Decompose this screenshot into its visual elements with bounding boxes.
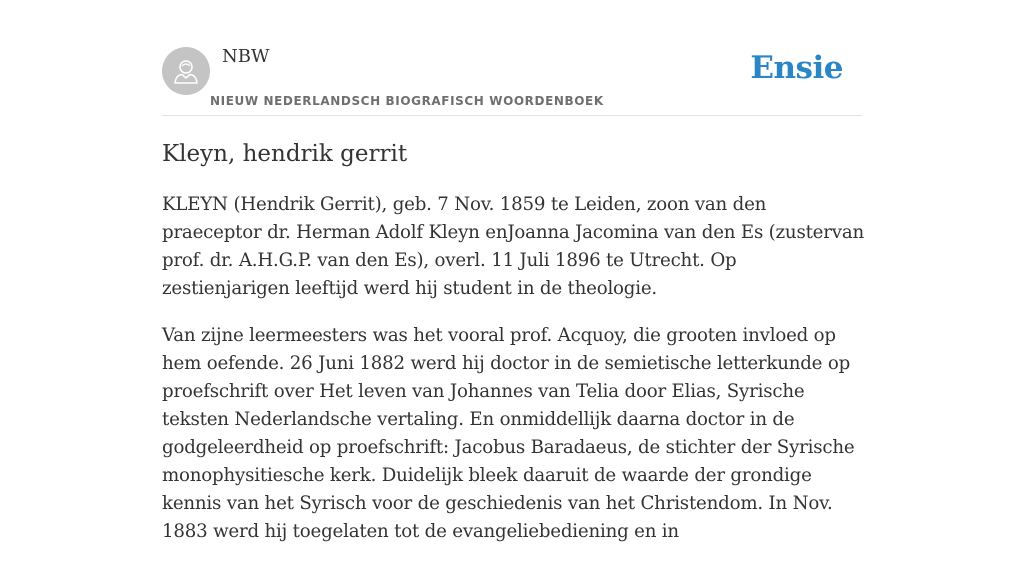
content-container [162, 0, 864, 542]
user-icon [171, 56, 201, 86]
ensie-logo[interactable]: Ensie [750, 50, 843, 86]
avatar[interactable] [162, 47, 210, 95]
source-name[interactable]: NBW [222, 46, 270, 67]
article-body [162, 191, 864, 565]
article-title: Kleyn, hendrik gerrit [162, 141, 408, 167]
source-subtitle[interactable]: NIEUW NEDERLANDSCH BIOGRAFISCH WOORDENBOEK [210, 94, 604, 108]
source-header [162, 0, 862, 116]
article-paragraph: KLEYN (Hendrik Gerrit), geb. 7 Nov. 1859 te Leiden, zoon van den praeceptor dr. Herman Adolf Kleyn enJoanna Jacomina van den Es (zustervan prof. dr. A.H.G.P. van den Es), overl. 11 Juli 1896 te Utrecht. Op zestienjarigen leeftijd werd hij student in de theologie. [162, 194, 864, 299]
article-paragraph: Van zijne leermeesters was het vooral prof. Acquoy, die grooten invloed op hem oefende. 26 Juni 1882 werd hij doctor in de semietische letterkunde op proefschrift over Het leven van Johannes van Telia door Elias, Syrische teksten Nederlandsche vertaling. En onmiddellijk daarna doctor in de godgeleerdheid op proefschrift: Jacobus Baradaeus, de stichter der Syrische monophysitiesche kerk. Duidelijk bleek daaruit de waarde der grondige kennis van het Syrisch voor de geschiedenis van het Christendom. In Nov. 1883 werd hij toegelaten tot de evangeliebediening en in [162, 325, 855, 542]
